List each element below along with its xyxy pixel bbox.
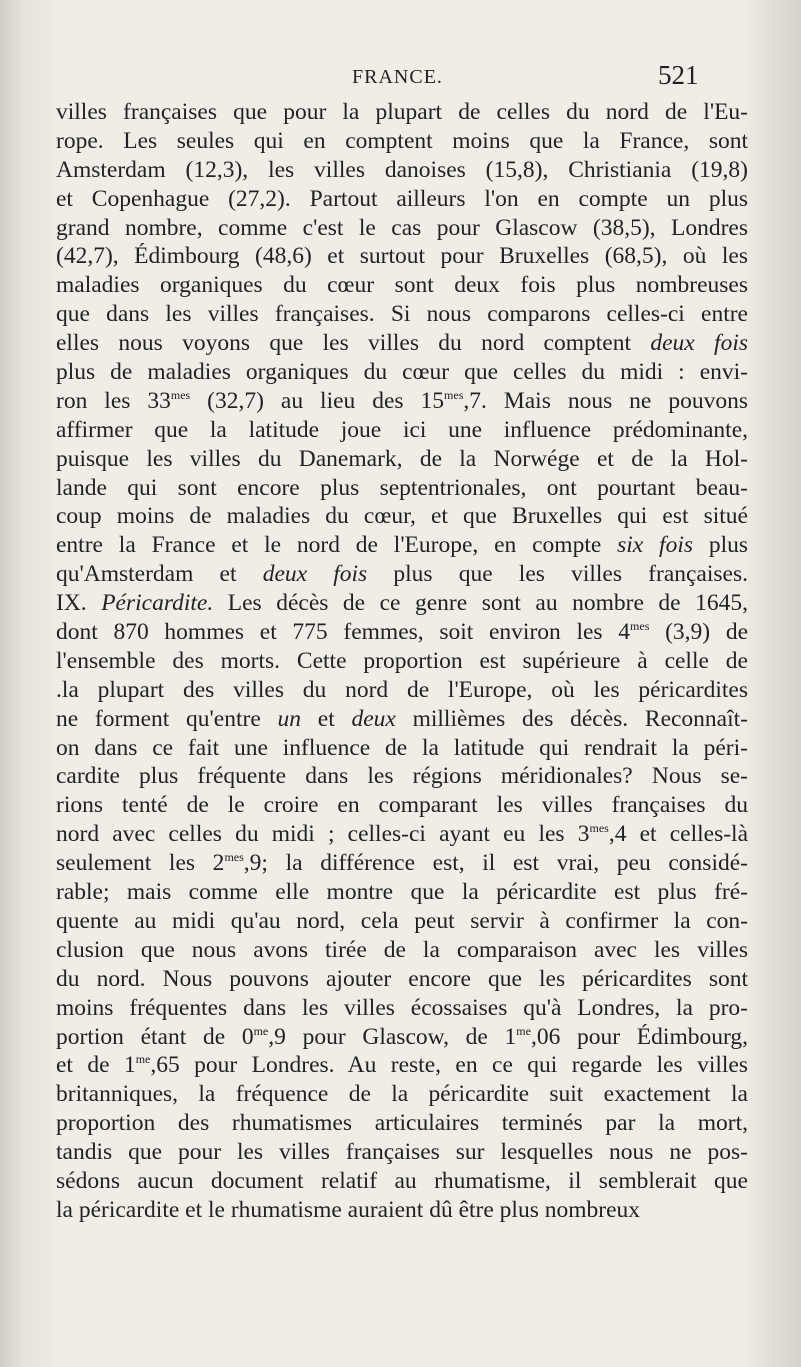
text-run: lande qui sont encore plus septentrionales, ont pourtant beau- <box>56 474 748 501</box>
text-line <box>56 965 748 994</box>
text-run: l'ensemble des morts. Cette proportion est supérieure à celle de <box>56 647 748 674</box>
text-run: coup moins de maladies du cœur, et que Bruxelles qui est situé <box>56 503 748 530</box>
text-run: rions tenté de le croire en comparant les villes françaises du <box>56 792 748 819</box>
text-line <box>56 1051 748 1080</box>
text-line <box>56 647 748 676</box>
text-run: ,4 et celles-là <box>608 821 748 848</box>
text-run: moins fréquentes dans les villes écossaises qu'à Londres, la pro- <box>56 994 748 1021</box>
superscript: mes <box>444 387 464 402</box>
text-line <box>56 387 748 416</box>
text-line <box>56 531 748 560</box>
text-run: puisque les villes du Danemark, de la Norwége et de la Hol- <box>56 445 748 472</box>
page-number: 521 <box>658 60 699 90</box>
text-run: villes françaises que pour la plupart de celles du nord de l'Eu- <box>56 99 748 125</box>
text-line <box>56 560 748 589</box>
superscript: mes <box>170 387 191 402</box>
text-run: la péricardite et le rhumatisme auraient dû être plus nombreux <box>56 1196 641 1223</box>
text-run: (3,9) de <box>649 619 748 646</box>
text-line <box>56 820 748 849</box>
text-run: Les décès de ce genre sont au nombre de 1645, <box>213 590 749 617</box>
text-run: sédons aucun document relatif au rhumatisme, il semblerait que <box>56 1167 748 1194</box>
text-line <box>56 849 748 878</box>
text-line <box>56 502 748 531</box>
text-run: clusion que nous avons tirée de la comparaison avec les villes <box>56 936 748 963</box>
superscript: mes <box>224 850 244 865</box>
text-line <box>56 676 748 705</box>
text-line <box>56 1167 748 1196</box>
text-line <box>56 705 748 734</box>
text-line <box>56 242 748 271</box>
superscript: me <box>516 1023 531 1038</box>
italic-text: deux <box>351 705 396 732</box>
text-run: affirmer que la latitude joue ici une influence prédominante, <box>56 416 748 443</box>
italic-text: deux fois <box>262 561 368 588</box>
text-run: plus que les villes françaises. <box>367 561 748 588</box>
text-run: qu'Amsterdam et <box>56 561 263 588</box>
text-line <box>56 1080 748 1109</box>
text-line <box>56 300 748 329</box>
text-run: on dans ce fait une influence de la latitude qui rendrait la péri- <box>56 734 748 761</box>
text-line <box>56 329 748 358</box>
text-run: ron les 33 <box>56 387 171 414</box>
text-run: et de 1 <box>56 1052 136 1079</box>
italic-text: six fois <box>617 532 693 559</box>
text-line <box>56 358 748 387</box>
text-run: maladies organiques du cœur sont deux fois plus nombreuses <box>56 272 748 299</box>
text-run: que dans les villes françaises. Si nous comparons celles-ci entre <box>56 301 748 328</box>
text-line <box>56 474 748 503</box>
text-line <box>56 1138 748 1167</box>
text-run: Amsterdam (12,3), les villes danoises (15,8), Christiania (19,8) <box>56 156 748 183</box>
text-run: cardite plus fréquente dans les régions méridionales? Nous se- <box>56 763 748 790</box>
text-line <box>56 589 748 618</box>
text-line <box>56 734 748 763</box>
italic-text: deux fois <box>650 330 748 357</box>
text-run: proportion des rhumatismes articulaires terminés par la mort, <box>56 1110 748 1137</box>
text-line <box>56 271 748 300</box>
text-run: ,06 pour Édimbourg, <box>530 1023 748 1050</box>
superscript: me <box>135 1052 151 1067</box>
body-text <box>56 98 748 1225</box>
text-run: du nord. Nous pouvons ajouter encore que les péricardites sont <box>56 965 748 992</box>
text-run: ,65 pour Londres. Au reste, en ce qui regarde les villes <box>150 1052 749 1079</box>
text-line <box>56 127 748 156</box>
text-line <box>56 445 748 474</box>
text-line <box>56 618 748 647</box>
running-title: FRANCE. <box>352 66 443 88</box>
text-line <box>56 1196 748 1225</box>
text-line <box>56 185 748 214</box>
text-run: tandis que pour les villes françaises sur lesquelles nous ne pos- <box>56 1139 748 1166</box>
text-line <box>56 416 748 445</box>
text-run: ,9; la différence est, il est vrai, peu considé- <box>243 850 748 877</box>
text-run: nord avec celles du midi ; celles-ci ayant eu les 3 <box>56 821 590 848</box>
text-run: dont 870 hommes et 775 femmes, soit environ les 4 <box>56 619 631 646</box>
text-line <box>56 762 748 791</box>
superscript: me <box>253 1023 269 1038</box>
text-line <box>56 1023 748 1052</box>
text-run: ,7. Mais nous ne pouvons <box>463 387 748 414</box>
text-line <box>56 98 748 127</box>
text-run: elles nous voyons que les villes du nord comptent <box>56 330 651 357</box>
text-run: rope. Les seules qui en comptent moins que la France, sont <box>56 127 748 154</box>
text-run: (32,7) au lieu des 15 <box>190 387 445 414</box>
text-run: grand nombre, comme c'est le cas pour Glascow (38,5), Londres <box>56 214 748 241</box>
text-line <box>56 878 748 907</box>
text-line <box>56 156 748 185</box>
text-run: seulement les 2 <box>56 850 225 877</box>
italic-text: Péricardite. <box>101 590 214 617</box>
text-run: plus <box>693 532 748 559</box>
text-line <box>56 936 748 965</box>
text-line <box>56 1109 748 1138</box>
text-run: IX. <box>56 590 102 617</box>
page-header <box>0 58 801 98</box>
text-line <box>56 907 748 936</box>
text-run: plus de maladies organiques du cœur que celles du midi : envi- <box>56 359 748 386</box>
text-run: portion étant de 0 <box>56 1023 254 1050</box>
italic-text: un <box>277 705 302 732</box>
text-run: (42,7), Édimbourg (48,6) et surtout pour Bruxelles (68,5), où les <box>56 243 748 270</box>
text-line <box>56 214 748 243</box>
text-run: et Copenhague (27,2). Partout ailleurs l'on en compte un plus <box>56 185 748 212</box>
text-run: et <box>301 705 352 732</box>
superscript: mes <box>589 821 609 836</box>
text-run: ne forment qu'entre <box>56 705 278 732</box>
text-run: quente au midi qu'au nord, cela peut servir à confirmer la con- <box>56 907 748 934</box>
superscript: mes <box>630 619 650 634</box>
text-run: entre la France et le nord de l'Europe, en compte <box>56 532 618 559</box>
text-line <box>56 791 748 820</box>
text-line <box>56 994 748 1023</box>
text-run: ,9 pour Glascow, de 1 <box>268 1023 517 1050</box>
text-run: britanniques, la fréquence de la péricardite suit exactement la <box>56 1081 748 1108</box>
text-run: rable; mais comme elle montre que la péricardite est plus fré- <box>56 879 748 906</box>
text-run: .la plupart des villes du nord de l'Europe, où les péricardites <box>56 676 748 703</box>
text-run: millièmes des décès. Reconnaît- <box>395 705 748 732</box>
